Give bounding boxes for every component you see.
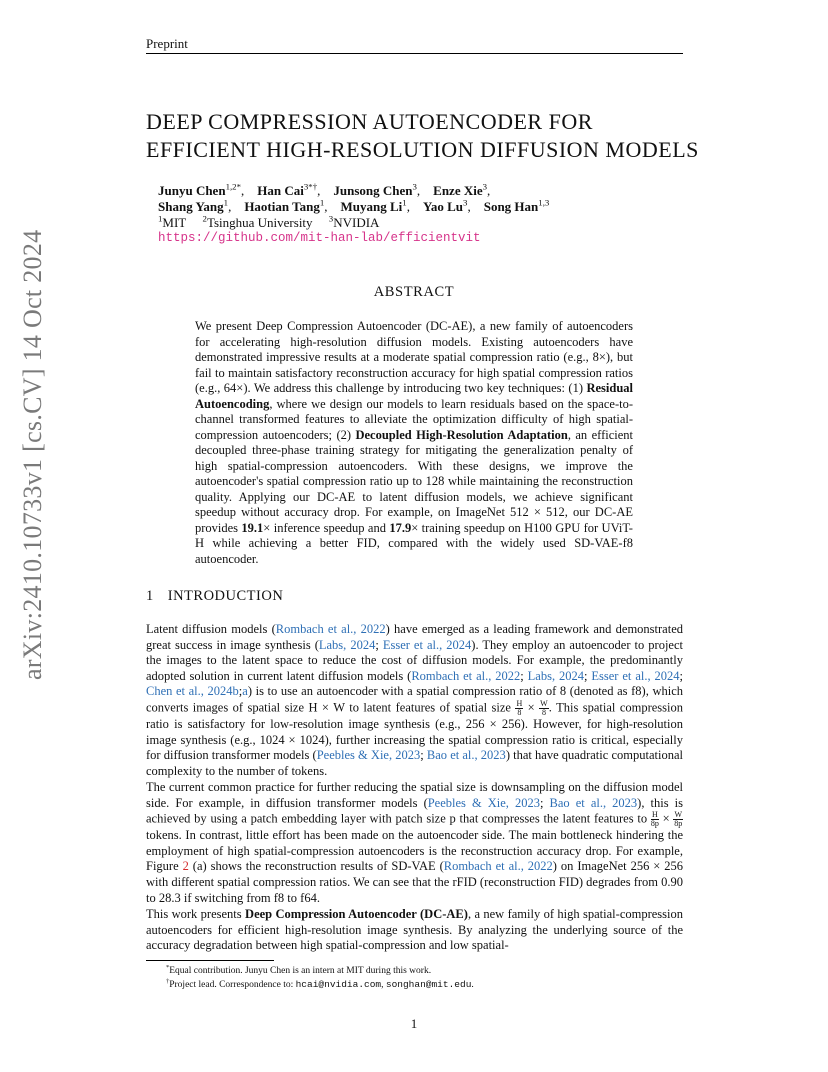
intro-paragraph-1 — [146, 622, 683, 779]
author-affiliation: 3*† — [303, 181, 318, 192]
abstract-bold-number: 17.9 — [389, 520, 412, 535]
author-name: Yao Lu — [422, 199, 464, 214]
arxiv-identifier: arXiv:2410.10733v1 [cs.CV] 14 Oct 2024 — [18, 229, 47, 680]
abstract-bold-term: Decoupled High-Resolution Adaptation — [355, 427, 568, 442]
email-link[interactable]: hcai@nvidia.com — [295, 979, 382, 990]
author-affiliation: 1 — [402, 197, 407, 208]
body-text: ; — [375, 637, 383, 652]
body-text: ; — [520, 668, 528, 683]
header-rule — [146, 53, 683, 54]
abstract-text: , where we design our models to learn residuals based on the space-to-channel transformed features to alleviate the optimization difficulty of high spatial-compression autoencoders; (2) — [195, 396, 633, 442]
intro-paragraph-3 — [146, 907, 683, 954]
author-block — [158, 183, 549, 231]
title-line-2: EFFICIENT HIGH-RESOLUTION DIFFUSION MODELS — [146, 137, 699, 162]
fraction — [651, 811, 659, 828]
author-name: Enze Xie — [433, 183, 483, 198]
citation-link[interactable]: Labs, 2024 — [318, 637, 376, 652]
fraction-numerator: W — [540, 698, 548, 708]
fraction-numerator: H — [516, 698, 523, 708]
body-text: × — [658, 811, 674, 826]
paper-title — [146, 108, 699, 164]
fraction — [539, 700, 549, 717]
body-text: × — [523, 700, 540, 715]
citation-link[interactable]: Bao et al., 2023 — [426, 748, 506, 763]
fraction — [673, 811, 683, 828]
affiliation-number: 2 — [202, 213, 207, 224]
page-number: 1 — [410, 1016, 418, 1031]
citation-link[interactable]: Rombach et al., 2022 — [411, 668, 521, 683]
author-name: Muyang Li — [340, 199, 403, 214]
author-name: Song Han — [483, 199, 539, 214]
abstract-text: × inference speedup and — [263, 520, 390, 535]
citation-link[interactable]: Esser et al., 2024 — [382, 637, 472, 652]
intro-paragraph-2 — [146, 780, 683, 906]
citation-link[interactable]: Labs, 2024 — [527, 668, 584, 683]
body-text: ; — [238, 684, 243, 699]
author-affiliation: 1,3 — [538, 197, 550, 208]
abstract-body — [195, 319, 633, 567]
citation-link[interactable]: Peebles & Xie, 2023 — [316, 748, 421, 763]
body-text: ). They employ an autoencoder to project the images to the latent space to reduce the cost of diffusion models. For example, the predominantly adopted solution in current latent diffusion models ( — [146, 637, 683, 683]
title-line-1: DEEP COMPRESSION AUTOENCODER FOR — [146, 109, 593, 134]
section-number: 1 — [146, 588, 154, 604]
fraction-denominator: 8 — [517, 707, 522, 717]
author-name: Shang Yang — [158, 199, 224, 214]
citation-link[interactable]: Peebles & Xie, 2023 — [427, 795, 540, 810]
author-affiliation: 1 — [319, 197, 325, 208]
citation-link[interactable]: Bao et al., 2023 — [549, 795, 638, 810]
fraction-denominator: 8 — [541, 707, 546, 717]
body-text: ) is to use an autoencoder with a spatial compression ratio of 8 (denoted as f8), which converts images of spatial size H × W to latent features of spatial size — [146, 684, 683, 715]
fraction-numerator: H — [651, 810, 658, 820]
author-name: Haotian Tang — [244, 199, 320, 214]
footnote-1 — [166, 965, 474, 978]
bold-term: Deep Compression Autoencoder (DC-AE) — [245, 907, 468, 921]
author-affiliation: 3 — [412, 181, 417, 192]
body-text: ; — [540, 795, 550, 810]
body-text: This work presents — [146, 907, 246, 921]
section-heading — [146, 588, 283, 605]
body-text: The current common practice for further reducing the spatial size is downsampling on the diffusion model side. For example, in diffusion transformer models ( — [146, 780, 683, 810]
affiliation-name: Tsinghua University — [206, 215, 313, 230]
affiliation-name: NVIDIA — [333, 215, 380, 230]
author-name: Junsong Chen — [333, 183, 413, 198]
body-text: . This spatial compression ratio is satisfactory for low-resolution image synthesis (e.g., 256 × 256). However, for high-resolution image synthesis (e.g., 1024 × 1024), further increasing the spatial compression ratio is critical, especially for diffusion transformer models ( — [146, 700, 684, 763]
author-name: Junyu Chen — [158, 183, 226, 198]
fraction-denominator: 8p — [674, 819, 683, 829]
author-affiliation: 1 — [223, 197, 229, 208]
github-link[interactable]: https://github.com/mit-han-lab/efficientvit — [158, 231, 481, 245]
citation-link[interactable]: Rombach et al., 2022 — [443, 859, 553, 874]
footnote-text: , — [381, 980, 386, 990]
citation-link[interactable]: Chen et al., 2024b — [146, 684, 239, 699]
body-text: , a new family of high spatial-compression autoencoders for efficient high-resolution image synthesis. By analyzing the underlying source of the accuracy degradation between high spatial-compression and low spatial- — [146, 907, 683, 953]
body-text: ) that have quadratic computational complexity to the number of tokens. — [146, 748, 683, 778]
body-text: tokens. In contrast, little effort has been made on the autoencoder side. The main bottleneck hindering the employment of high spatial-compression autoencoders is the reconstruction accuracy drop. For example, Figure — [146, 828, 683, 874]
abstract-bold-number: 19.1 — [241, 520, 264, 535]
fraction-numerator: W — [674, 810, 682, 820]
citation-link[interactable]: Esser et al., 2024 — [591, 668, 680, 683]
affiliation-number: 3 — [328, 213, 334, 224]
footnote-mark: * — [166, 963, 170, 971]
footnote-text: Equal contribution. Junyu Chen is an intern at MIT during this work. — [169, 966, 432, 976]
body-text: ) have emerged as a leading framework and demonstrated great success in image synthesis ( — [146, 622, 683, 652]
body-text: ; — [679, 668, 683, 683]
abstract-heading: ABSTRACT — [373, 284, 455, 300]
author-row-2: Shang Yang$^1$, Haotian Tang$^1$, Muyang Li$^1$, Yao Lu$^3$, Song Han$^{1,3}$ — [158, 197, 550, 214]
author-row-1: Junyu Chen$^{1,2*}$, Han Cai$^{3*\dagger}$, Junsong Chen$^3$, Enze Xie$^3$, — [158, 181, 491, 198]
body-text: ; — [584, 668, 592, 683]
abstract-text: We present Deep Compression Autoencoder (DC-AE), a new family of autoencoders for accelerating high-resolution diffusion models. Existing autoencoders have demonstrated impressive results at a moderate spatial compression ratio (e.g., 8×), but fail to maintain satisfactory reconstruction accuracy for high spatial compression ratios (e.g., 64×). We address this challenge by introducing two key techniques: (1) — [195, 319, 633, 395]
abstract-bold-term: Residual Autoencoding — [195, 381, 633, 411]
abstract-text: , an efficient decoupled three-phase training strategy for mitigating the generalization penalty of high spatial-compression autoencoders. With these designs, we improve the autoencoder's spatial compression ratio up to 128 while maintaining the reconstruction quality. Applying our DC-AE to latent diffusion models, we achieve significant speedup without accuracy drop. For example, on ImageNet 512 × 512, our DC-AE provides — [195, 427, 633, 535]
footnote-2 — [166, 978, 474, 992]
footnote-rule — [146, 960, 274, 961]
running-head: Preprint — [146, 36, 188, 51]
footnotes — [166, 965, 474, 992]
figure-reference-link[interactable]: 2 — [182, 859, 189, 874]
body-text: ), this is achieved by using a patch embedding layer with patch size p that compresses the latent features to — [146, 795, 683, 826]
footnote-text: Project lead. Correspondence to: — [169, 980, 296, 990]
citation-link[interactable]: a — [242, 684, 248, 699]
body-text: (a) shows the reconstruction results of SD-VAE ( — [188, 859, 444, 874]
citation-link[interactable]: Rombach et al., 2022 — [275, 622, 386, 636]
author-affiliation: 3 — [482, 181, 488, 192]
body-text: Latent diffusion models ( — [146, 622, 276, 636]
affiliation-number: 1 — [158, 213, 163, 224]
body-text: ; — [420, 748, 427, 763]
footnote-text: . — [471, 980, 474, 990]
email-link[interactable]: songhan@mit.edu — [385, 979, 472, 990]
footnote-mark: † — [166, 977, 170, 985]
affiliation-name: MIT — [162, 215, 187, 230]
fraction-denominator: 8p — [650, 819, 659, 829]
author-affiliation: 1,2* — [225, 181, 242, 192]
author-affiliation: 3 — [463, 197, 468, 208]
section-title: INTRODUCTION — [167, 588, 284, 604]
author-name: Han Cai — [257, 183, 304, 198]
abstract-text: × training speedup on H100 GPU for UViT-H while achieving a better FID, compared with the widely used SD-VAE-f8 autoencoder. — [195, 520, 633, 566]
body-text: ) on ImageNet 256 × 256 with different spatial compression ratios. We can see that the rFID (reconstruction FID) degrades from 0.90 to 28.3 if switching from f8 to f64. — [146, 859, 684, 905]
affiliation-row — [158, 215, 549, 231]
